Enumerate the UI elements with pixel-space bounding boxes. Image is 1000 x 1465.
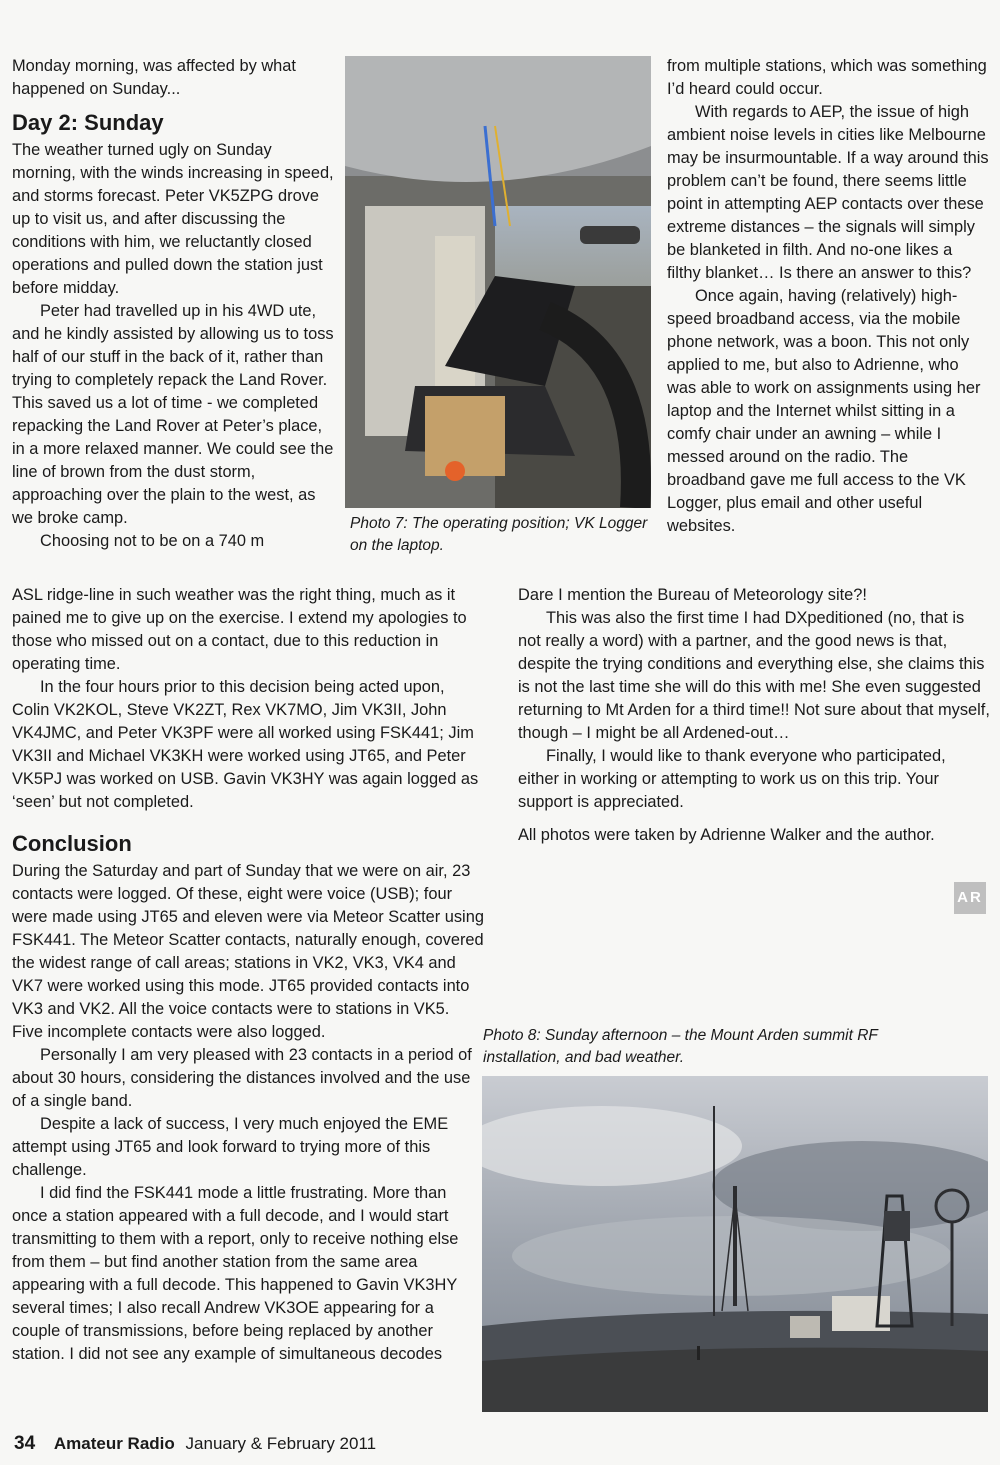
page-number: 34: [14, 1433, 36, 1454]
paragraph: Once again, having (relatively) high-speed broadband access, via the mobile phone network, was a boon. This not only applied to me, but also to Adrienne, who was able to work on assignments using her laptop and the Internet whilst sitting in a comfy chair under an awning – while I messed around on the radio. The broadband gave me full access to the VK Logger, plus email and other useful websites.: [667, 287, 981, 535]
paragraph: Dare I mention the Bureau of Meteorology site?!: [518, 586, 867, 604]
paragraph: Finally, I would like to thank everyone who participated, either in working or attempting to work us on this trip. Your support is appreciated.: [518, 747, 946, 811]
paragraph: Choosing not to be on a 740 m: [40, 532, 265, 550]
ar-logo: [954, 882, 986, 914]
paragraph: Personally I am very pleased with 23 contacts in a period of about 30 hours, considering the distances involved and the use of a single band.: [12, 1046, 472, 1110]
ar-logo-text: AR: [957, 889, 983, 906]
photo-operating-position: [345, 56, 651, 508]
heading-conclusion: Conclusion: [12, 831, 132, 856]
photo7-caption: Photo 7: The operating position; VK Logger on the laptop.: [350, 515, 648, 554]
right-column-top: [667, 55, 989, 538]
paragraph: Despite a lack of success, I very much enjoyed the EME attempt using JT65 and look forward to trying more of this challenge.: [12, 1115, 449, 1179]
paragraph: During the Saturday and part of Sunday that we were on air, 23 contacts were logged. Of these, eight were voice (USB); four were made using JT65 and eleven were via Meteor Scatter using FSK441. The Meteor Scatter contacts, naturally enough, covered the widest range of call areas; stations in VK2, VK3, VK4 and VK7 were worked using this mode. JT65 provided contacts into VK3 and VK2. All the voice contacts were to stations in VK5. Five incomplete contacts were also logged.: [12, 862, 484, 1041]
paragraph: from multiple stations, which was something I’d heard could occur.: [667, 57, 987, 98]
paragraph: Peter had travelled up in his 4WD ute, and he kindly assisted by allowing us to toss half of our stuff in the back of it, rather than trying to completely repack the Land Rover. This saved us a lot of time - we completed repacking the Land Rover at Peter’s place, in a more relaxed manner. We could see the line of brown from the dust storm, approaching over the plain to the west, as we broke camp.: [12, 302, 334, 527]
page-footer: [14, 1433, 376, 1455]
paragraph: In the four hours prior to this decision being acted upon, Colin VK2KOL, Steve VK2ZT, Rex VK7MO, Jim VK3II, John VK4JMC, and Peter VK3PF were all worked using FSK441; Jim VK3II and Michael VK3KH were worked using JT65, and Peter VK5PJ was worked on USB. Gavin VK3HY was again logged as ‘seen’ but not completed.: [12, 678, 479, 811]
heading-day2: Day 2: Sunday: [12, 110, 164, 135]
right-column-bottom: [518, 584, 990, 847]
paragraph: With regards to AEP, the issue of high ambient noise levels in cities like Melbourne may be insurmountable. If a way around this problem can’t be found, there seems little point in attempting AEP contacts over these extreme distances – the signals will simply be blanketed in filth. And no-one likes a filthy blanket… Is there an answer to this?: [667, 103, 989, 282]
paragraph: I did find the FSK441 mode a little frustrating. More than once a station appeared with a full decode, and I would start transmitting to them with a report, only to receive nothing else from them – but find another station from the same area appearing with a full decode. This happened to Gavin VK3HY several times; I also recall Andrew VK3OE appearing for a couple of transmissions, before being replaced by another station. I did not see any example of simultaneous decodes: [12, 1184, 459, 1363]
magazine-title: Amateur Radio: [53, 1434, 175, 1453]
photo-credit: All photos were taken by Adrienne Walker and the author.: [518, 826, 935, 844]
left-column-top: [12, 55, 334, 553]
photo8-caption: Photo 8: Sunday afternoon – the Mount Arden summit RF installation, and bad weather.: [483, 1027, 878, 1066]
paragraph: The weather turned ugly on Sunday morning, with the winds increasing in speed, and storms forecast. Peter VK5ZPG drove up to visit us, and after discussing the conditions with him, we reluctantly closed operations and pulled down the station just before midday.: [12, 141, 334, 297]
paragraph: This was also the first time I had DXpeditioned (no, that is not really a word) with a partner, and the good news is that, despite the trying conditions and everything else, she claims this is not the last time she will do this with me! She even suggested returning to Mt Arden for a third time!! Not sure about that myself, though – I might be all Ardened-out…: [518, 609, 990, 742]
left-column-bottom: [12, 584, 484, 1366]
photo-mount-arden-summit: [482, 1076, 988, 1412]
paragraph: Monday morning, was affected by what happened on Sunday...: [12, 57, 296, 98]
issue-date: January & February 2011: [185, 1434, 377, 1453]
paragraph: ASL ridge-line in such weather was the right thing, much as it pained me to give up on the exercise. I extend my apologies to those who missed out on a contact, due to this reduction in operating time.: [12, 586, 467, 673]
